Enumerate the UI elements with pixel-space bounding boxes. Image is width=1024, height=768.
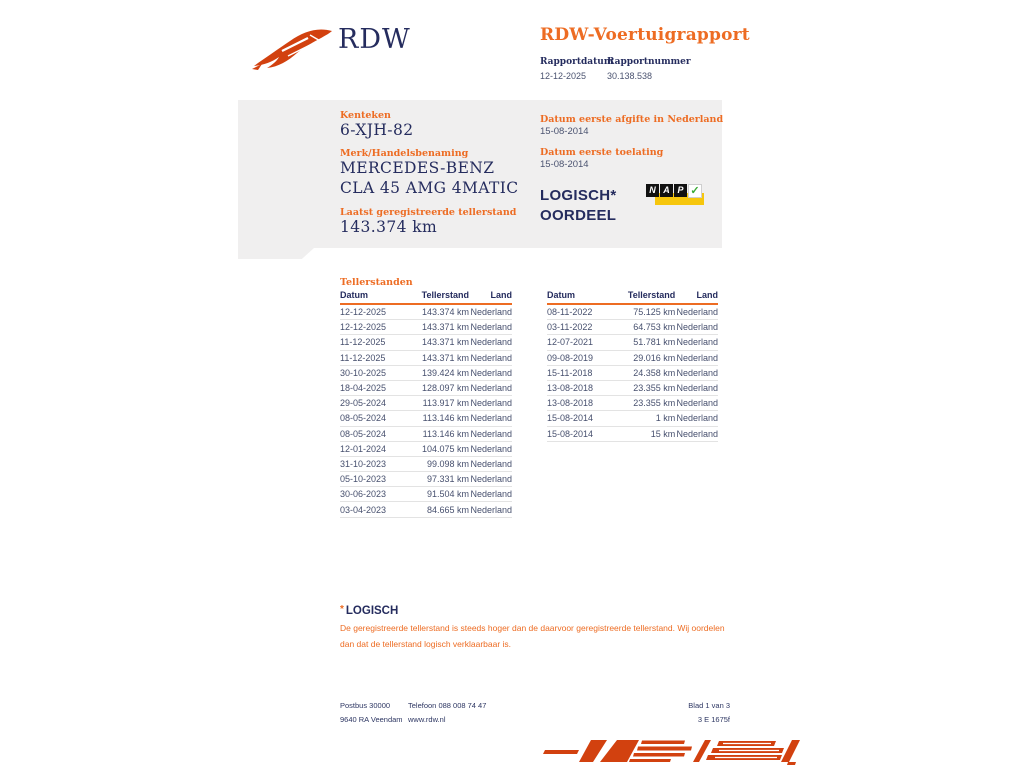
table-row (340, 502, 512, 517)
tellerstanden-table-right (547, 290, 718, 442)
table-row (547, 396, 718, 411)
column-header-land: Land (696, 290, 718, 300)
report-number-label: Rapportnummer (607, 57, 691, 67)
cell-land: Nederland (676, 367, 718, 378)
footer-website: www.rdw.nl (408, 715, 446, 724)
cell-tellerstand: 139.424 km (421, 367, 469, 378)
merk-value-line2: CLA 45 AMG 4MATIC (340, 179, 519, 197)
table-row (340, 411, 512, 426)
cell-land: Nederland (470, 489, 512, 500)
table-row (547, 411, 718, 426)
footer-address-line1: Postbus 30000 (340, 701, 391, 710)
cell-tellerstand: 113.146 km (422, 428, 469, 439)
table-row (547, 320, 718, 335)
cell-land: Nederland (470, 367, 512, 378)
cell-datum: 11-12-2025 (340, 352, 386, 363)
cell-datum: 31-10-2023 (340, 458, 387, 469)
report-number-value: 30.138.538 (607, 71, 653, 81)
table-row (340, 381, 512, 396)
cell-tellerstand: 84.665 km (426, 504, 469, 515)
cell-tellerstand: 97.331 km (426, 474, 469, 485)
table-row (547, 381, 718, 396)
table-row (547, 427, 718, 442)
verdict-explanation: De geregistreerde tellerstand is steeds hoger dan de daarvoor geregistreerde tellerstand. Wij oordelen dan dat de tellerstand logisch verklaarbaar is. (340, 623, 725, 649)
nap-checkmark-icon: ✓ (688, 184, 702, 198)
table-row (547, 351, 718, 366)
cell-datum: 11-12-2025 (340, 337, 386, 348)
table-row (547, 305, 718, 320)
cell-datum: 30-10-2025 (340, 367, 387, 378)
table-header-row (340, 290, 512, 305)
tellerstand-value: 143.374 km (340, 218, 438, 236)
cell-datum: 13-08-2018 (547, 398, 594, 409)
oordeel-line2: OORDEEL (540, 207, 617, 224)
cell-datum: 15-08-2014 (547, 413, 594, 424)
cell-tellerstand: 1 km (655, 413, 676, 424)
cell-tellerstand: 91.504 km (426, 489, 469, 500)
cell-datum: 03-11-2022 (547, 322, 593, 333)
footer-phone: Telefoon 088 008 74 47 (408, 701, 487, 710)
cell-datum: 15-11-2018 (547, 367, 593, 378)
document-title: RDW-Voertuigrapport (540, 25, 750, 45)
table-row (340, 487, 512, 502)
nap-logo (646, 184, 708, 208)
cell-tellerstand: 64.753 km (633, 322, 676, 333)
cell-datum: 12-12-2025 (340, 307, 387, 318)
column-header-land: Land (490, 290, 512, 300)
table-row (340, 335, 512, 350)
cell-land: Nederland (676, 337, 718, 348)
cell-land: Nederland (470, 322, 512, 333)
cell-datum: 03-04-2023 (340, 504, 387, 515)
rdw-feather-logo-icon (252, 26, 334, 72)
cell-datum: 08-05-2024 (340, 413, 387, 424)
table-row (340, 305, 512, 320)
table-row (340, 427, 512, 442)
table-row (340, 396, 512, 411)
vehicle-summary-panel-tail (238, 248, 314, 259)
cell-tellerstand: 113.917 km (422, 398, 469, 409)
merk-label: Merk/Handelsbenaming (340, 148, 469, 159)
report-number-block (607, 57, 691, 81)
tellerstand-label: Laatst geregistreerde tellerstand (340, 207, 517, 218)
cell-land: Nederland (676, 413, 718, 424)
verdict-asterisk: * (340, 604, 344, 615)
cell-tellerstand: 143.374 km (421, 307, 469, 318)
cell-land: Nederland (470, 458, 512, 469)
cell-datum: 18-04-2025 (340, 383, 387, 394)
report-date-value: 12-12-2025 (540, 71, 587, 81)
rdw-wordmark: RDW (338, 24, 411, 55)
verdict-title-text: LOGISCH (345, 605, 399, 617)
table-body-left (340, 305, 512, 518)
cell-tellerstand: 99.098 km (426, 458, 469, 469)
nap-letter-a-icon: A (660, 184, 673, 197)
cell-land: Nederland (470, 504, 512, 515)
cell-datum: 12-01-2024 (340, 443, 387, 454)
cell-tellerstand: 24.358 km (633, 367, 676, 378)
tellerstanden-table-left (340, 290, 512, 518)
cell-datum: 13-08-2018 (547, 383, 594, 394)
table-row (547, 366, 718, 381)
afgifte-label: Datum eerste afgifte in Nederland (540, 114, 724, 125)
cell-tellerstand: 75.125 km (633, 307, 676, 318)
afgifte-value: 15-08-2014 (540, 126, 589, 137)
cell-datum: 08-11-2022 (547, 307, 593, 318)
cell-datum: 12-12-2025 (340, 322, 387, 333)
footer-form-code: 3 E 1675f (697, 715, 730, 724)
cell-land: Nederland (676, 398, 718, 409)
nap-letter-p-icon: P (674, 184, 687, 197)
column-header-tellerstand: Tellerstand (627, 290, 676, 300)
cell-land: Nederland (470, 307, 512, 318)
kenteken-value: 6-XJH-82 (340, 121, 414, 139)
toelating-value: 15-08-2014 (540, 159, 589, 170)
cell-land: Nederland (676, 307, 718, 318)
oordeel-line1: LOGISCH* (540, 187, 617, 204)
table-header-row (547, 290, 718, 305)
table-body-right (547, 305, 718, 442)
oordeel-verdict (540, 186, 617, 226)
cell-datum: 12-07-2021 (547, 337, 594, 348)
cell-land: Nederland (676, 352, 718, 363)
report-date-block (540, 57, 613, 81)
cell-datum: 29-05-2024 (340, 398, 387, 409)
merk-value-line1: MERCEDES-BENZ (340, 159, 495, 177)
cell-tellerstand: 143.371 km (421, 352, 469, 363)
cell-tellerstand: 128.097 km (421, 383, 469, 394)
table-row (340, 351, 512, 366)
cell-land: Nederland (676, 322, 718, 333)
table-row (340, 442, 512, 457)
cell-land: Nederland (470, 474, 512, 485)
nap-letter-n-icon: N (646, 184, 659, 197)
column-header-datum: Datum (340, 290, 369, 300)
column-header-tellerstand: Tellerstand (421, 290, 469, 300)
table-row (340, 472, 512, 487)
cell-land: Nederland (676, 383, 718, 394)
table-row (340, 366, 512, 381)
cell-land: Nederland (470, 398, 512, 409)
cell-tellerstand: 143.371 km (421, 322, 469, 333)
cell-land: Nederland (470, 413, 512, 424)
footer-page-number: Blad 1 van 3 (688, 701, 730, 710)
cell-datum: 05-10-2023 (340, 474, 387, 485)
cell-datum: 30-06-2023 (340, 489, 387, 500)
rdw-speed-stripes-graphic-icon (543, 736, 803, 767)
cell-tellerstand: 15 km (650, 428, 676, 439)
cell-land: Nederland (676, 428, 718, 439)
cell-tellerstand: 29.016 km (633, 352, 676, 363)
column-header-datum: Datum (547, 290, 576, 300)
cell-tellerstand: 51.781 km (633, 337, 676, 348)
cell-land: Nederland (470, 428, 512, 439)
cell-tellerstand: 113.146 km (422, 413, 469, 424)
cell-datum: 15-08-2014 (547, 428, 594, 439)
cell-datum: 09-08-2019 (547, 352, 594, 363)
toelating-label: Datum eerste toelating (540, 147, 664, 158)
cell-tellerstand: 23.355 km (633, 383, 676, 394)
table-row (340, 457, 512, 472)
report-date-label: Rapportdatum (540, 57, 614, 67)
cell-tellerstand: 104.075 km (421, 443, 469, 454)
kenteken-label: Kenteken (340, 110, 391, 121)
cell-land: Nederland (470, 352, 512, 363)
verdict-title (340, 604, 398, 617)
footer-address-line2: 9640 RA Veendam (340, 715, 403, 724)
cell-tellerstand: 23.355 km (633, 398, 676, 409)
cell-tellerstand: 143.371 km (421, 337, 469, 348)
cell-datum: 08-05-2024 (340, 428, 387, 439)
cell-land: Nederland (470, 383, 512, 394)
cell-land: Nederland (470, 337, 512, 348)
cell-land: Nederland (470, 443, 512, 454)
table-row (547, 335, 718, 350)
tellerstanden-section-title: Tellerstanden (340, 277, 413, 288)
table-row (340, 320, 512, 335)
